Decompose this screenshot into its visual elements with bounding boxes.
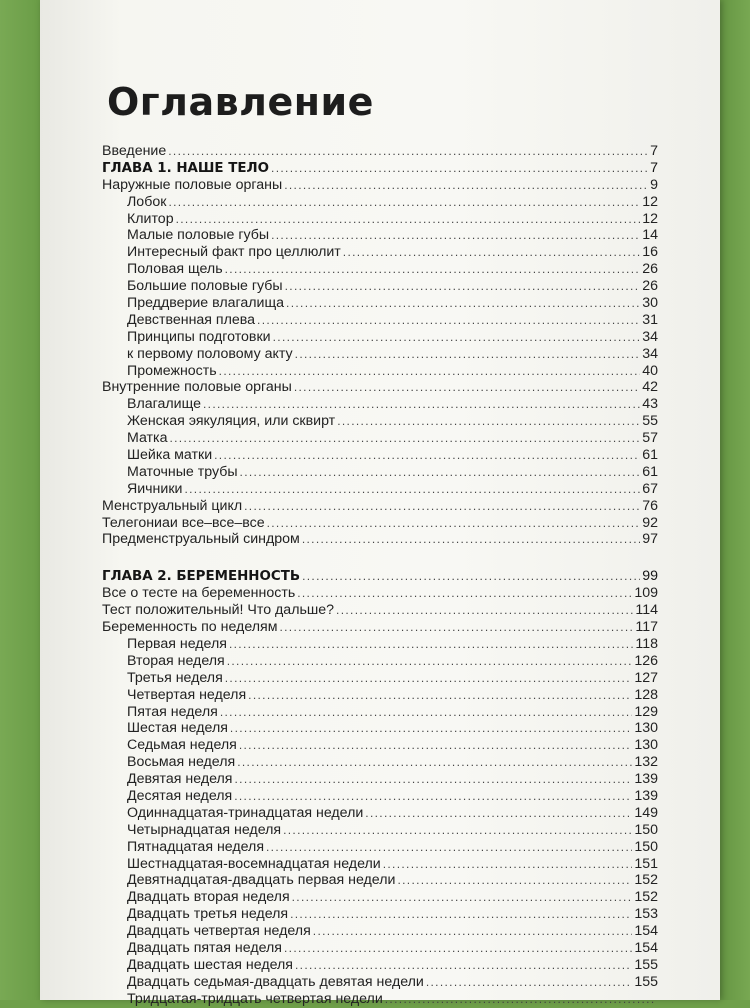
toc-entry-label: Двадцать вторая неделя [127, 889, 290, 906]
toc-entry [102, 295, 658, 312]
toc-entry-label: Восьмая неделя [127, 754, 236, 771]
toc-entry-label: Десятая неделя [127, 787, 233, 804]
toc-page-number: 109 [634, 585, 658, 602]
dot-leader [220, 704, 633, 721]
toc-entry-label: Телегониаи все–все–все [102, 514, 265, 531]
toc-entry-label: Пятнадцатая неделя [127, 838, 265, 855]
toc-entry [102, 447, 658, 464]
toc-entry-label: Вторая неделя [127, 652, 225, 669]
toc-entry [102, 940, 658, 957]
toc-entry-label: Четырнадцатая неделя [127, 821, 282, 838]
toc-page-number: 57 [642, 430, 658, 447]
toc-entry [102, 396, 658, 413]
book-page [40, 0, 720, 1007]
dot-leader [290, 906, 632, 923]
toc-entry [102, 278, 658, 295]
toc-entry [102, 704, 658, 721]
toc-page-number: 7 [650, 143, 658, 159]
toc-page-number: 7 [650, 159, 658, 176]
toc-page-number: 43 [642, 396, 658, 413]
toc-page-number: 99 [642, 568, 658, 585]
dot-leader [168, 143, 648, 160]
toc-page-number: 126 [634, 652, 658, 669]
toc-entry-label: Все о тесте на беременность [102, 585, 296, 602]
toc-entry-label: Шейка матки [127, 447, 213, 464]
toc-page-number: 76 [642, 497, 658, 514]
toc-entry-label: Наружные половые органы [102, 176, 283, 193]
dot-leader [284, 177, 648, 194]
toc-page-number: 61 [642, 463, 658, 480]
toc-page-number: 16 [642, 244, 658, 261]
toc-entry [102, 177, 658, 194]
toc-entry [102, 464, 658, 481]
toc-page-number: 150 [634, 838, 658, 855]
toc-entry [102, 822, 658, 839]
toc-entry [102, 211, 658, 228]
toc-entry [102, 670, 658, 687]
toc-page-number: 151 [634, 855, 658, 872]
toc-entry [102, 653, 658, 670]
toc-entry-label: Третья неделя [127, 669, 223, 686]
dot-leader [271, 160, 648, 178]
toc-entry-label: Влагалище [127, 396, 201, 413]
toc-page-number: 97 [642, 531, 658, 548]
toc-page-number: 34 [642, 345, 658, 362]
toc-entry-label: Пятая неделя [127, 703, 218, 720]
toc-entry [102, 515, 658, 532]
toc-page-number: 132 [634, 754, 658, 771]
toc-entry [102, 957, 658, 974]
toc-entry-label: Четвертая неделя [127, 686, 247, 703]
toc-entry-label: Менструальный цикл [102, 497, 243, 514]
toc-page-number: 34 [642, 328, 658, 345]
dot-leader [244, 498, 640, 515]
dot-leader [234, 771, 632, 788]
dot-leader [273, 329, 641, 346]
toc-entry-label: Женская эякуляция, или сквирт [127, 413, 336, 430]
toc-page-number: 152 [634, 889, 658, 906]
toc-entry-label: Предменструальный синдром [102, 531, 300, 548]
toc-page-number: 114 [635, 602, 658, 619]
toc-entry [102, 143, 658, 160]
toc-page-number: 149 [634, 804, 658, 821]
toc-page-number: 150 [634, 821, 658, 838]
toc-entry-label: Тест положительный! Что дальше? [102, 602, 335, 619]
toc-entry [102, 991, 658, 1008]
toc-entry [102, 619, 658, 636]
dot-leader [279, 619, 633, 636]
toc-entry [102, 413, 658, 430]
toc-page-number: 153 [634, 906, 658, 923]
toc-entry [102, 602, 658, 619]
toc-page-number: 130 [634, 737, 658, 754]
toc-page-number: 129 [634, 703, 658, 720]
toc-entry-label: Двадцать седьмая-двадцать девятая недели [127, 973, 424, 990]
toc-entry [102, 312, 658, 329]
toc-entry-label: Двадцать третья неделя [127, 906, 289, 923]
toc-page-number: 92 [642, 514, 658, 531]
dot-leader [271, 227, 640, 244]
dot-leader [227, 653, 633, 670]
toc-page-number: 55 [642, 413, 658, 430]
dot-leader [337, 413, 640, 430]
dot-leader [426, 974, 632, 991]
dot-leader [295, 957, 632, 974]
dot-leader [294, 379, 640, 396]
toc-entry-label: Маточные трубы [127, 463, 238, 480]
dot-leader [203, 396, 640, 413]
dot-leader [302, 531, 640, 548]
toc-entry-label: к первому половому акту [127, 345, 293, 362]
toc-page-number: 61 [642, 447, 658, 464]
toc-entry [102, 430, 658, 447]
toc-entry-label: ГЛАВА 2. БЕРЕМЕННОСТЬ [102, 569, 301, 585]
toc-entry [102, 687, 658, 704]
dot-leader [383, 856, 633, 873]
toc-entry-label: Шестая неделя [127, 720, 228, 737]
toc-entry-label: Шестнадцатая-восемнадцатая недели [127, 855, 381, 872]
toc-entry-label: Принципы подготовки [127, 328, 271, 345]
dot-leader [267, 515, 641, 532]
toc-entry [102, 737, 658, 754]
toc-page-number: 155 [634, 973, 658, 990]
toc-entry [102, 856, 658, 873]
dot-leader [240, 464, 641, 481]
dot-leader [283, 822, 632, 839]
dot-leader [237, 754, 632, 771]
toc-entry-label: Тридцатая-тридцать четвертая недели [127, 990, 383, 1007]
toc-entry [102, 481, 658, 498]
dot-leader [285, 278, 641, 295]
toc-page-number: 128 [634, 686, 658, 703]
toc-page-number: 31 [642, 311, 658, 328]
toc-entry-label: Одиннадцатая-тринадцатая недели [127, 804, 364, 821]
dot-leader [297, 585, 632, 602]
dot-leader [239, 737, 632, 754]
toc-page-number: 127 [634, 669, 658, 686]
dot-leader [385, 991, 656, 1008]
toc-chapter-heading [102, 160, 658, 177]
toc-entry [102, 194, 658, 211]
dot-leader [313, 923, 633, 940]
toc-page-number: 30 [642, 295, 658, 312]
toc-entry [102, 498, 658, 515]
toc-page-number: 42 [642, 379, 658, 396]
toc-page-number: 67 [642, 480, 658, 497]
toc-page-number: 14 [642, 227, 658, 244]
toc-entry-label: ГЛАВА 1. НАШЕ ТЕЛО [102, 160, 270, 176]
dot-leader [248, 687, 632, 704]
toc-page-number: 139 [634, 771, 658, 788]
toc-entry-label: Яичники [127, 480, 183, 497]
dot-leader [292, 889, 633, 906]
toc-page-number: 117 [635, 619, 658, 636]
toc-entry [102, 906, 658, 923]
toc-entry-label: Лобок [127, 193, 167, 210]
toc-entry-label: Двадцать четвертая неделя [127, 923, 311, 940]
dot-leader [234, 788, 632, 805]
dot-leader [295, 346, 641, 363]
toc-page-number: 118 [635, 635, 658, 652]
toc-page-number: 154 [634, 923, 658, 940]
toc-entry [102, 771, 658, 788]
dot-leader [229, 636, 633, 653]
toc-page-number: 155 [634, 956, 658, 973]
page-title: Оглавление [107, 80, 374, 124]
toc-page-number: 154 [634, 939, 658, 956]
toc-entry [102, 585, 658, 602]
toc-entry [102, 379, 658, 396]
toc-entry [102, 974, 658, 991]
toc-entry-label: Первая неделя [127, 635, 227, 652]
toc-page-number: 152 [634, 872, 658, 889]
toc-entry-label: Промежность [127, 362, 217, 379]
toc-entry-label: Девственная плева [127, 311, 256, 328]
dot-leader [176, 211, 641, 228]
toc-page-number: 139 [634, 787, 658, 804]
dot-leader [225, 670, 633, 687]
toc-entry-label: Введение [102, 143, 167, 159]
toc-entry [102, 805, 658, 822]
toc-page-number: 12 [642, 193, 658, 210]
dot-leader [169, 430, 640, 447]
dot-leader [397, 872, 632, 889]
toc-entry [102, 754, 658, 771]
dot-leader [214, 447, 640, 464]
toc-entry-label: Матка [127, 430, 168, 447]
dot-leader [230, 720, 632, 737]
toc-entry-label: Внутренние половые органы [102, 379, 292, 396]
toc-chapter-heading [102, 568, 658, 585]
dot-leader [336, 602, 633, 619]
toc-entry [102, 889, 658, 906]
toc-entry-label: Преддверие влагалища [127, 295, 285, 312]
toc-entry-label: Двадцать шестая неделя [127, 956, 293, 973]
toc-entry [102, 923, 658, 940]
toc-page-number: 40 [642, 362, 658, 379]
dot-leader [168, 194, 640, 211]
toc-entry [102, 363, 658, 380]
toc-entry [102, 720, 658, 737]
dot-leader [184, 481, 640, 498]
toc-entry-label: Малые половые губы [127, 227, 270, 244]
toc-entry-label: Двадцать пятая неделя [127, 939, 282, 956]
toc-entry-label: Девятая неделя [127, 771, 233, 788]
toc-entry-label: Девятнадцатая-двадцать первая недели [127, 872, 396, 889]
dot-leader [286, 295, 640, 312]
table-of-contents [102, 143, 658, 1008]
dot-leader [257, 312, 640, 329]
toc-page-number: 130 [634, 720, 658, 737]
dot-leader [225, 261, 641, 278]
toc-entry-label: Седьмая неделя [127, 737, 237, 754]
toc-entry [102, 244, 658, 261]
toc-entry [102, 636, 658, 653]
toc-entry-label: Клитор [127, 210, 174, 227]
toc-page-number: 9 [650, 176, 658, 193]
toc-page-number: 26 [642, 278, 658, 295]
toc-entry [102, 839, 658, 856]
dot-leader [343, 244, 640, 261]
toc-page-number: 26 [642, 261, 658, 278]
dot-leader [219, 363, 641, 380]
toc-entry [102, 346, 658, 363]
dot-leader [302, 568, 640, 586]
toc-entry [102, 261, 658, 278]
dot-leader [365, 805, 632, 822]
dot-leader [284, 940, 632, 957]
toc-entry [102, 227, 658, 244]
toc-entry-label: Большие половые губы [127, 278, 283, 295]
toc-entry [102, 329, 658, 346]
toc-entry-label: Интересный факт про целлюлит [127, 244, 341, 261]
toc-entry-label: Беременность по неделям [102, 619, 278, 636]
toc-entry [102, 531, 658, 548]
toc-entry [102, 872, 658, 889]
toc-entry [102, 788, 658, 805]
toc-entry-label: Половая щель [127, 261, 223, 278]
dot-leader [266, 839, 632, 856]
toc-page-number: 12 [642, 210, 658, 227]
